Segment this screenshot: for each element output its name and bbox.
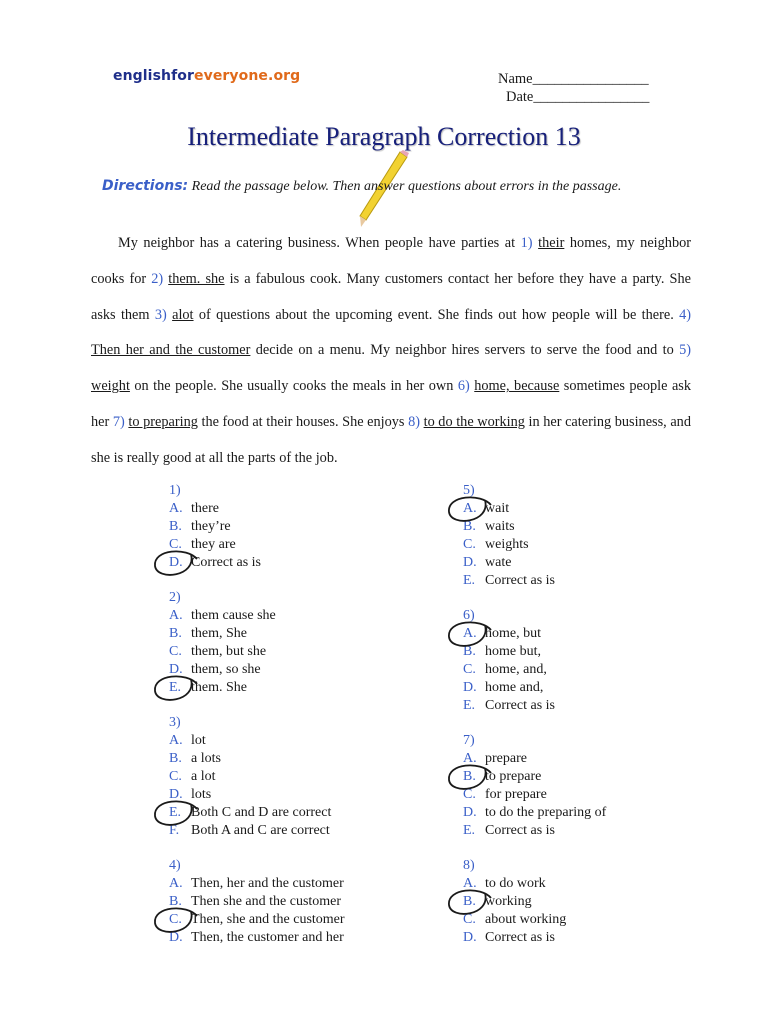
option-letter: D.	[169, 662, 183, 677]
answer-option[interactable]	[169, 911, 345, 929]
answer-option[interactable]	[169, 929, 345, 947]
passage-text: on the people. She usually cooks the meals in her own	[129, 378, 458, 395]
option-text: Then, her and the customer	[191, 876, 344, 891]
option-text: a lot	[191, 769, 216, 784]
answer-option[interactable]	[463, 875, 606, 893]
option-letter: A.	[463, 876, 477, 891]
option-letter: E.	[463, 573, 476, 588]
option-letter: C.	[169, 537, 182, 552]
answer-option[interactable]	[169, 786, 345, 804]
option-text: to do work	[485, 876, 546, 891]
option-letter: E.	[463, 698, 476, 713]
passage-text: homes, my neighbor cooks for	[91, 235, 691, 287]
question	[463, 482, 606, 590]
site-logo[interactable]	[113, 68, 300, 84]
answer-option[interactable]	[169, 607, 345, 625]
answer-option[interactable]	[169, 625, 345, 643]
question	[169, 857, 345, 947]
question-number: 2)	[169, 590, 181, 605]
question-number: 7)	[463, 733, 475, 748]
option-text: Correct as is	[485, 698, 555, 713]
answer-option[interactable]	[169, 661, 345, 679]
option-letter: B.	[169, 894, 182, 909]
option-text: wait	[485, 501, 510, 516]
question-number: 6)	[463, 608, 475, 623]
answer-option[interactable]	[463, 750, 606, 768]
option-text: a lots	[191, 751, 221, 766]
answer-option[interactable]	[463, 661, 606, 679]
site-logo-part2: everyone.org	[194, 68, 301, 84]
option-text: waits	[485, 519, 515, 534]
option-text: home, but	[485, 626, 541, 641]
option-letter: A.	[463, 501, 477, 516]
answer-option[interactable]	[169, 875, 345, 893]
option-text: them cause she	[191, 608, 276, 623]
option-letter: D.	[463, 680, 477, 695]
option-letter: D.	[463, 930, 477, 945]
option-letter: C.	[463, 537, 476, 552]
question-number: 1)	[169, 483, 181, 498]
question-number-ref: 4)	[679, 306, 692, 323]
passage-text: My neighbor has a catering business. When people have parties at	[118, 235, 521, 251]
passage-text: in her catering business, and she is really good at all the parts of the job.	[91, 413, 691, 466]
option-text: working	[485, 894, 532, 909]
answer-option[interactable]	[463, 554, 606, 572]
option-text: weights	[485, 537, 529, 552]
underlined-error: their	[538, 235, 565, 251]
directions-text: Read the passage below. Then answer questions about errors in the passage.	[191, 179, 622, 194]
question-number-ref: 7)	[112, 413, 125, 430]
option-letter: D.	[169, 930, 183, 945]
option-letter: A.	[169, 733, 183, 748]
option-text: lots	[191, 787, 212, 802]
underlined-error: weight	[91, 378, 130, 395]
directions	[102, 178, 621, 195]
question-number-ref: 3)	[154, 306, 167, 323]
option-text: home and,	[485, 680, 544, 695]
option-letter: E.	[463, 823, 476, 838]
option-text: wate	[485, 555, 512, 570]
answer-option[interactable]	[169, 732, 345, 750]
option-text: Correct as is	[485, 930, 555, 945]
answer-option[interactable]	[169, 518, 345, 536]
question	[169, 589, 345, 697]
option-letter: A.	[463, 751, 477, 766]
answer-option[interactable]	[463, 804, 606, 822]
date-line: Date________________	[506, 89, 650, 105]
option-letter: D.	[463, 555, 477, 570]
question-number-ref: 1)	[520, 235, 533, 251]
site-logo-part1: englishfor	[113, 68, 194, 84]
underlined-error: home, because	[474, 378, 560, 395]
question	[169, 482, 345, 572]
answer-option[interactable]	[463, 679, 606, 697]
question-number-ref: 6)	[457, 378, 470, 395]
option-text: Correct as is	[485, 823, 555, 838]
option-text: prepare	[485, 751, 527, 766]
option-text: Then, she and the customer	[191, 912, 345, 927]
option-text: there	[191, 501, 219, 516]
answer-option[interactable]	[169, 536, 345, 554]
option-letter: B.	[169, 626, 182, 641]
answer-option[interactable]	[463, 822, 606, 840]
answer-option[interactable]	[463, 786, 606, 804]
answer-option[interactable]	[463, 911, 606, 929]
passage-text: decide on a menu. My neighbor hires servers to serve the food and to	[250, 342, 680, 359]
option-letter: B.	[463, 644, 476, 659]
answer-option[interactable]	[169, 554, 345, 572]
option-letter: D.	[169, 787, 183, 802]
option-text: about working	[485, 912, 567, 927]
answer-option[interactable]	[169, 679, 345, 697]
passage-text: is a fabulous cook. Many customers contact her before they have a party. She asks them	[91, 270, 691, 323]
page-title	[0, 122, 768, 152]
question-number: 5)	[463, 483, 475, 498]
question-number: 4)	[169, 858, 181, 873]
option-text: home, and,	[485, 662, 547, 677]
option-text: them, so she	[191, 662, 261, 677]
underlined-error: Then her and the customer	[91, 342, 251, 359]
option-text: for prepare	[485, 787, 547, 802]
underlined-error: to preparing	[128, 413, 198, 430]
option-letter: A.	[169, 608, 183, 623]
option-text: Both C and D are correct	[191, 805, 332, 820]
option-text: them, She	[191, 626, 247, 641]
option-letter: B.	[463, 769, 476, 784]
answer-option[interactable]	[463, 768, 606, 786]
answer-option[interactable]	[169, 822, 345, 840]
name-date-block	[498, 70, 649, 106]
option-letter: C.	[463, 787, 476, 802]
option-letter: A.	[169, 501, 183, 516]
option-letter: C.	[169, 769, 182, 784]
underlined-error: to do the working	[423, 413, 525, 430]
option-letter: B.	[169, 519, 182, 534]
passage-text: sometimes people ask her	[91, 378, 692, 430]
option-letter: B.	[463, 894, 476, 909]
underlined-error: them. she	[168, 270, 225, 287]
option-letter: D.	[463, 805, 477, 820]
answer-option[interactable]	[463, 500, 606, 518]
option-text: Correct as is	[191, 555, 261, 570]
option-text: to do the preparing of	[485, 805, 607, 820]
option-text: Then she and the customer	[191, 894, 342, 909]
passage-paragraph	[91, 226, 691, 477]
question	[463, 732, 606, 840]
option-letter: C.	[463, 912, 476, 927]
option-letter: F.	[169, 823, 180, 838]
option-letter: D.	[169, 555, 183, 570]
option-letter: C.	[463, 662, 476, 677]
passage-text: the food at their houses. She enjoys	[197, 413, 409, 430]
question	[463, 607, 606, 715]
answer-option[interactable]	[463, 697, 606, 715]
option-text: home but,	[485, 644, 541, 659]
option-text: they are	[191, 537, 236, 552]
answer-option[interactable]	[169, 500, 345, 518]
option-letter: B.	[463, 519, 476, 534]
passage-text: of questions about the upcoming event. She finds out how people will be there.	[193, 306, 680, 323]
question	[463, 857, 606, 947]
questions-right-column	[463, 482, 606, 964]
underlined-error: alot	[172, 306, 194, 323]
option-text: to prepare	[485, 769, 542, 784]
question-number-ref: 5)	[679, 342, 691, 359]
name-line: Name________________	[498, 71, 649, 87]
option-letter: C.	[169, 644, 182, 659]
answer-option[interactable]	[463, 572, 606, 590]
page-title-text: Intermediate Paragraph Correction 13	[187, 122, 581, 151]
option-letter: B.	[169, 751, 182, 766]
passage	[91, 226, 691, 477]
option-text: Both A and C are correct	[191, 823, 330, 838]
question-number: 3)	[169, 715, 181, 730]
option-text: Then, the customer and her	[191, 930, 344, 945]
question-number: 8)	[463, 858, 475, 873]
question-number-ref: 2)	[151, 270, 164, 287]
answer-option[interactable]	[463, 518, 606, 536]
option-letter: E.	[169, 680, 182, 695]
option-text: them, but she	[191, 644, 267, 659]
answer-option[interactable]	[169, 768, 345, 786]
answer-option[interactable]	[169, 804, 345, 822]
option-letter: A.	[463, 626, 477, 641]
option-letter: A.	[169, 876, 183, 891]
option-text: Correct as is	[485, 573, 555, 588]
answer-option[interactable]	[463, 536, 606, 554]
question-number-ref: 8)	[408, 413, 420, 430]
option-text: lot	[191, 733, 206, 748]
answer-option[interactable]	[463, 929, 606, 947]
option-text: them. She	[191, 680, 247, 695]
question	[169, 714, 345, 840]
option-letter: E.	[169, 805, 182, 820]
answer-option[interactable]	[463, 625, 606, 643]
answer-option[interactable]	[463, 643, 606, 661]
answer-option[interactable]	[169, 893, 345, 911]
answer-option[interactable]	[169, 643, 345, 661]
questions-left-column	[169, 482, 345, 964]
directions-label: Directions:	[102, 178, 189, 194]
answer-option[interactable]	[169, 750, 345, 768]
option-text: they’re	[191, 519, 231, 534]
answer-option[interactable]	[463, 893, 606, 911]
option-letter: C.	[169, 912, 182, 927]
